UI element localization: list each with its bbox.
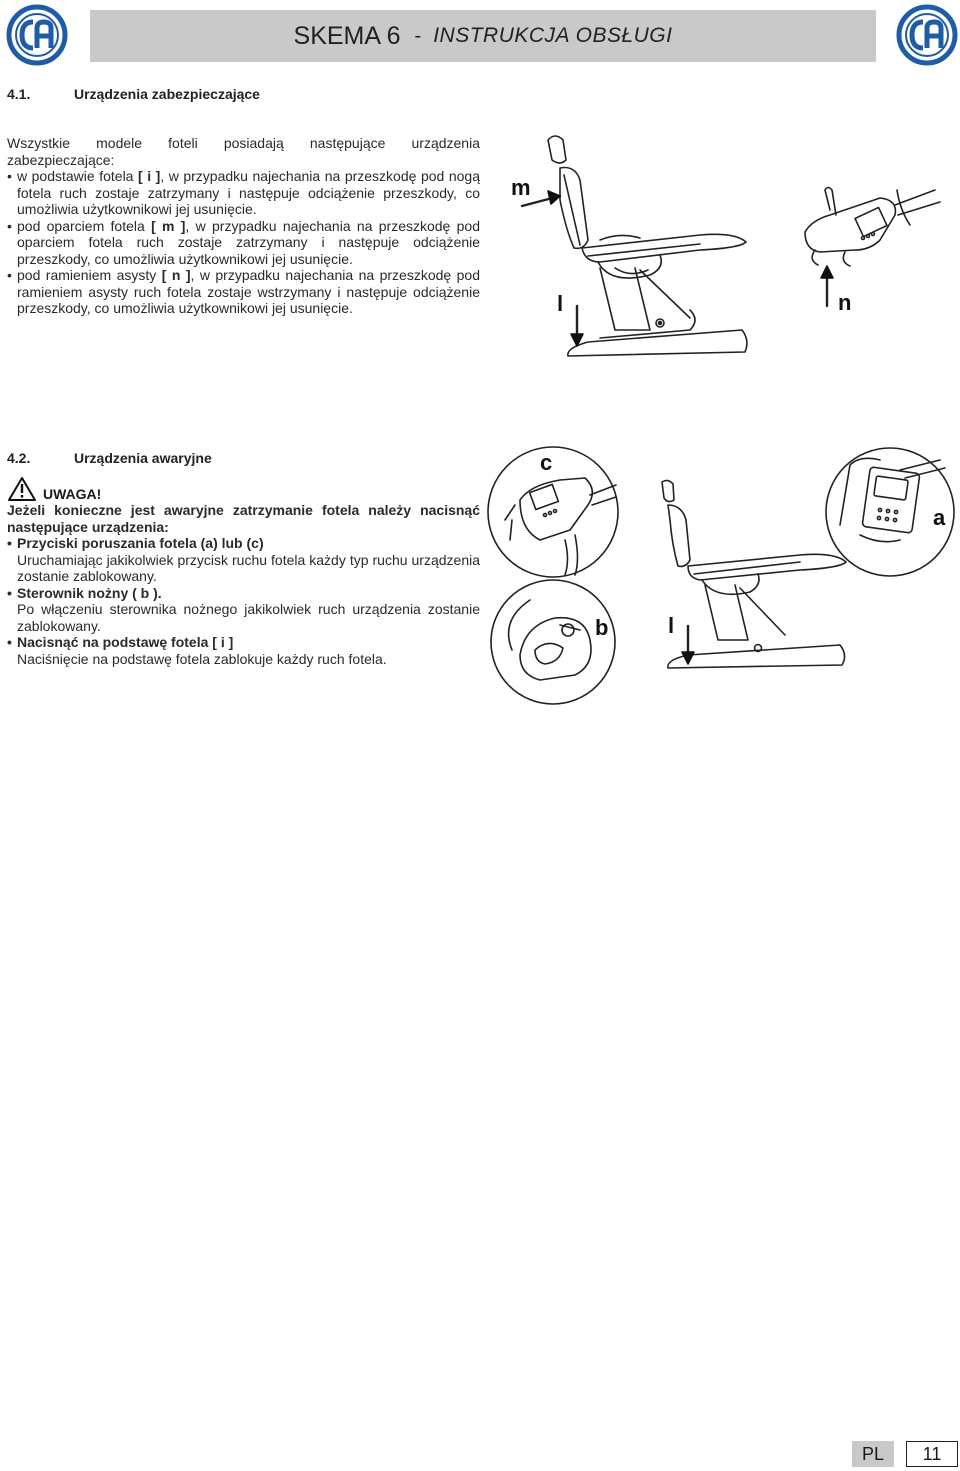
- bullet-text: pod ramieniem asysty: [17, 267, 162, 283]
- dental-chair-illustration-bottom: [662, 480, 846, 668]
- label-n: n: [838, 290, 852, 315]
- bullet-text: w podstawie fotela: [17, 168, 138, 184]
- assistant-arm-illustration: [805, 188, 940, 267]
- page-number: 11: [906, 1441, 958, 1467]
- bullet-text: pod oparciem fotela: [17, 217, 152, 234]
- label-a: a: [933, 505, 946, 530]
- header-subtitle: INSTRUKCJA OBSŁUGI: [433, 24, 673, 47]
- section-title: Urządzenia awaryjne: [74, 450, 212, 466]
- header-title: SKEMA 6: [293, 21, 401, 50]
- bullet-text: , w przypadku najechania na przeszkodę pod nogą fotela ruch zostaje zatrzymany i następuje odciążenie przeszkody, co umożliwia użytkownikowi jej usunięcie.: [17, 168, 480, 217]
- lead-text: Jeżeli konieczne jest awaryjne zatrzymanie fotela należy nacisnąć następujące urządzenia:: [7, 502, 480, 535]
- list-item-head: • Sterownik nożny ( b ).: [7, 585, 480, 602]
- label-l-bottom: l: [668, 613, 675, 638]
- label-m: m: [511, 175, 531, 200]
- list-item-head: • Nacisnąć na podstawę fotela [ i ]: [7, 634, 480, 651]
- bullet-text: , w przypadku najechania na przeszkodę pod oparciem fotela ruch zostaje zatrzymany i następuje odciążenie przeszkody, co umożliwia użytkownikowi jej usunięcie.: [17, 217, 480, 267]
- bullet-key: [ n ]: [161, 267, 191, 283]
- warning-label: UWAGA!: [43, 486, 102, 502]
- bullet-key: [ i ]: [138, 168, 161, 184]
- section-number: 4.1.: [7, 86, 31, 102]
- bullet-key: [ m ]: [151, 217, 186, 234]
- language-badge: PL: [852, 1441, 894, 1467]
- button-panel-c-detail: [488, 447, 618, 577]
- list-item-head: • Przyciski poruszania fotela (a) lub (c): [7, 535, 480, 552]
- header-dash: -: [414, 24, 422, 47]
- intro-text: Wszystkie modele foteli posiadają następujące urządzenia zabezpieczające:: [7, 135, 480, 168]
- section-title: Urządzenia zabezpieczające: [74, 86, 260, 102]
- list-item-body: Uruchamiając jakikolwiek przycisk ruchu fotela każdy typ ruchu urządzenia zostanie zablokowany.: [17, 551, 480, 584]
- bullet-text: , w przypadku najechania na przeszkodę pod ramieniem asysty ruch fotela zostaje wstrzymany i następuje odciążenie przeszkody, co umożliwia użytkownikowi jej usunięcie.: [17, 267, 480, 316]
- section-number: 4.2.: [7, 450, 31, 466]
- label-b: b: [595, 615, 609, 640]
- list-item-body: Po włączeniu sterownika nożnego jakikolwiek ruch urządzenia zostanie zablokowany.: [17, 601, 480, 634]
- foot-control-b-detail: [491, 580, 615, 704]
- list-item-body: Naciśnięcie na podstawę fotela zablokuje każdy ruch fotela.: [17, 650, 387, 667]
- label-l-top: l: [557, 291, 564, 316]
- label-c: c: [540, 450, 553, 475]
